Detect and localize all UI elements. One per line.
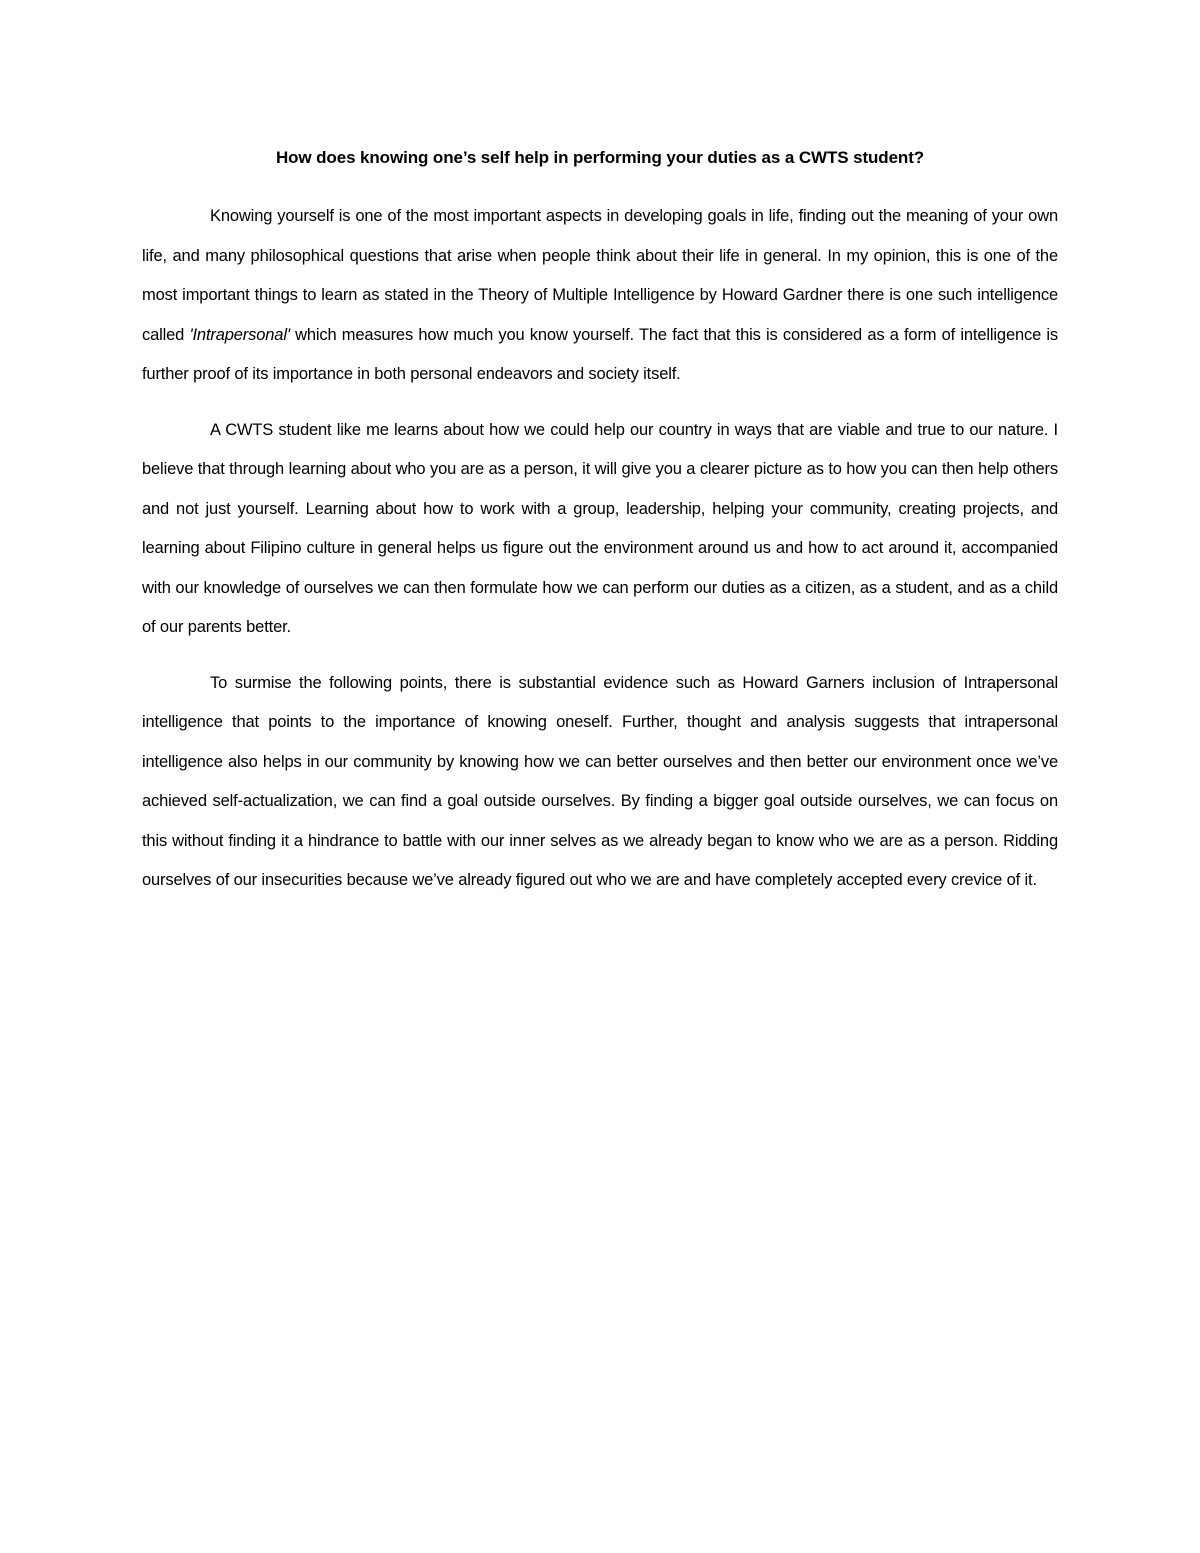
document-title: How does knowing one’s self help in performing your duties as a CWTS student?	[275, 148, 925, 167]
intrapersonal-emphasis: 'Intrapersonal'	[189, 325, 290, 344]
document-body	[142, 138, 1058, 917]
paragraph-2: A CWTS student like me learns about how we could help our country in ways that are viable and true to our nature. I believe that through learning about who you are as a person, it will give you a clearer picture as to how you can then help others and not just yourself. Learning about how to work with a group, leadership, helping your community, creating projects, and learning about Filipino culture in general helps us figure out the environment around us and how to act around it, accompanied with our knowledge of ourselves we can then formulate how we can perform our duties as a citizen, as a student, and as a child of our parents better.	[142, 420, 1058, 636]
paragraph-3: To surmise the following points, there is substantial evidence such as Howard Garners inclusion of Intrapersonal intelligence that points to the importance of knowing oneself. Further, thought and analysis suggests that intrapersonal intelligence also helps in our community by knowing how we can better ourselves and then better our environment once we’ve achieved self-actualization, we can find a goal outside ourselves. By finding a bigger goal outside ourselves, we can focus on this without finding it a hindrance to battle with our inner selves as we already began to know who we are as a person. Ridding ourselves of our insecurities because we’ve already figured out who we are and have completely accepted every crevice of it.	[142, 673, 1058, 889]
paragraph-1-text-end: which measures how much you know yourself. The fact that this is considered as a form of intelligence is further proof of its importance in both personal endeavors and society itself.	[142, 325, 1058, 383]
paragraph-1	[142, 197, 1058, 395]
paragraph-1-text-start: Knowing yourself is one of the most important aspects in developing goals in life, finding out the meaning of your own life, and many philosophical questions that arise when people think about their life in general. In my opinion, this is one of the most important things to learn as stated in the Theory of Multiple Intelligence by Howard Gardner there is one such intelligence called	[142, 207, 1058, 344]
